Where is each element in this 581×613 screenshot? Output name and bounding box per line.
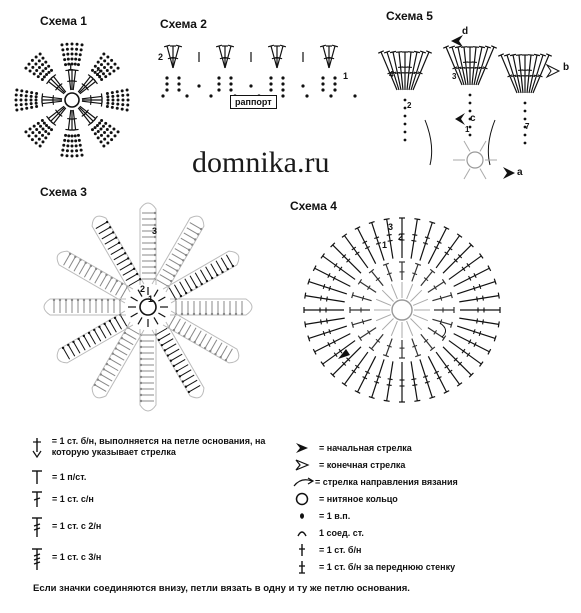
scheme-2-row-label-1: 1: [343, 71, 349, 81]
scheme-5-row-label-7: 7: [525, 122, 530, 131]
scheme-1-diagram: [10, 30, 140, 170]
scheme-4-row-label-1: 1: [382, 240, 388, 250]
dc3-icon: [28, 549, 46, 565]
scheme-3-diagram: [30, 195, 270, 415]
legend-item: [28, 488, 278, 510]
dc-icon: [28, 491, 46, 507]
legend-item: [28, 544, 278, 570]
scheme-5-label-c: c: [470, 113, 476, 124]
legend-text: = начальная стрелка: [319, 443, 412, 453]
legend-item: [293, 457, 578, 474]
scheme-4-row-label-2: 2: [398, 232, 404, 242]
legend-text: = конечная стрелка: [319, 460, 406, 470]
scheme-5-label-b: b: [563, 62, 570, 73]
scheme-5-label-a: a: [517, 167, 523, 178]
legend-text: = 1 п/ст.: [52, 471, 87, 482]
slip-stitch-icon: [293, 526, 311, 542]
legend-text: = 1 в.п.: [319, 511, 351, 521]
scheme-3-row-label-1: 1: [148, 294, 154, 304]
scheme-1-row-label-1: 1: [68, 62, 74, 72]
chain-icon: [293, 509, 311, 525]
scheme-1-title: Схема 1: [40, 14, 87, 28]
half-dc-icon: [28, 469, 46, 485]
legend-text: = 1 ст. б/н за переднюю стенку: [319, 562, 456, 572]
scheme-3-row-label-2: 2: [140, 284, 146, 294]
scheme-5-title: Схема 5: [386, 9, 433, 23]
legend-item: [28, 514, 278, 538]
scheme-2-title: Схема 2: [160, 17, 207, 31]
scheme-5-diagram: [375, 25, 575, 185]
scheme-5-row-label-1: 1: [465, 125, 470, 134]
legend-item: [293, 508, 578, 525]
scheme-1-row-label-2: 2: [96, 68, 102, 78]
scheme-5-label-d: d: [462, 26, 469, 37]
sc-icon: [293, 543, 311, 559]
start-arrow-icon: [293, 441, 311, 457]
legend-text: = 1 ст. б/н: [319, 545, 362, 555]
rapport-label: раппорт: [230, 95, 277, 109]
scheme-4-row-label-3: 3: [388, 222, 394, 232]
scheme-2-row-label-2: 2: [158, 52, 164, 62]
legend-item: [293, 525, 578, 542]
legend-text: 1 соед. ст.: [319, 528, 364, 538]
legend-item: [293, 542, 578, 559]
scheme-5-row-label-4: 4: [389, 70, 394, 79]
end-arrow-icon: [293, 458, 311, 474]
scheme-4-diagram: [290, 205, 520, 420]
legend-text: = 1 ст. с 3/н: [52, 551, 102, 562]
legend-item: [28, 436, 278, 464]
scheme-5-row-label-3: 3: [452, 72, 457, 81]
footnote: Если значки соединяются внизу, петли вязать в одну и ту же петлю основания.: [33, 583, 410, 594]
watermark: domnika.ru: [192, 146, 330, 179]
dc2-icon: [28, 518, 46, 534]
legend-item: [293, 491, 578, 508]
legend-text: = 1 ст. с 2/н: [52, 520, 102, 531]
scheme-3-title: Схема 3: [40, 185, 87, 199]
magic-ring-icon: [293, 492, 311, 508]
sc-arrow-icon: [28, 436, 46, 452]
scheme-4-title: Схема 4: [290, 199, 337, 213]
legend-left: [28, 436, 278, 570]
legend-text: = стрелка направления вязания: [315, 477, 458, 487]
legend-text: = 1 ст. с/н: [52, 493, 94, 504]
sc-front-loop-icon: [293, 560, 311, 576]
legend-right: [293, 440, 578, 576]
scheme-3-row-label-3: 3: [152, 226, 158, 236]
legend-item: [293, 474, 578, 491]
legend-text: = нитяное кольцо: [319, 494, 398, 504]
legend-item: [28, 466, 278, 488]
direction-arrow-icon: [293, 475, 311, 491]
legend-text: = 1 ст. б/н, выполняется на петле основания, на которую указывает стрелка: [51, 436, 266, 457]
legend-item: [293, 559, 578, 576]
legend-item: [293, 440, 578, 457]
scheme-5-row-label-2: 2: [407, 101, 412, 110]
